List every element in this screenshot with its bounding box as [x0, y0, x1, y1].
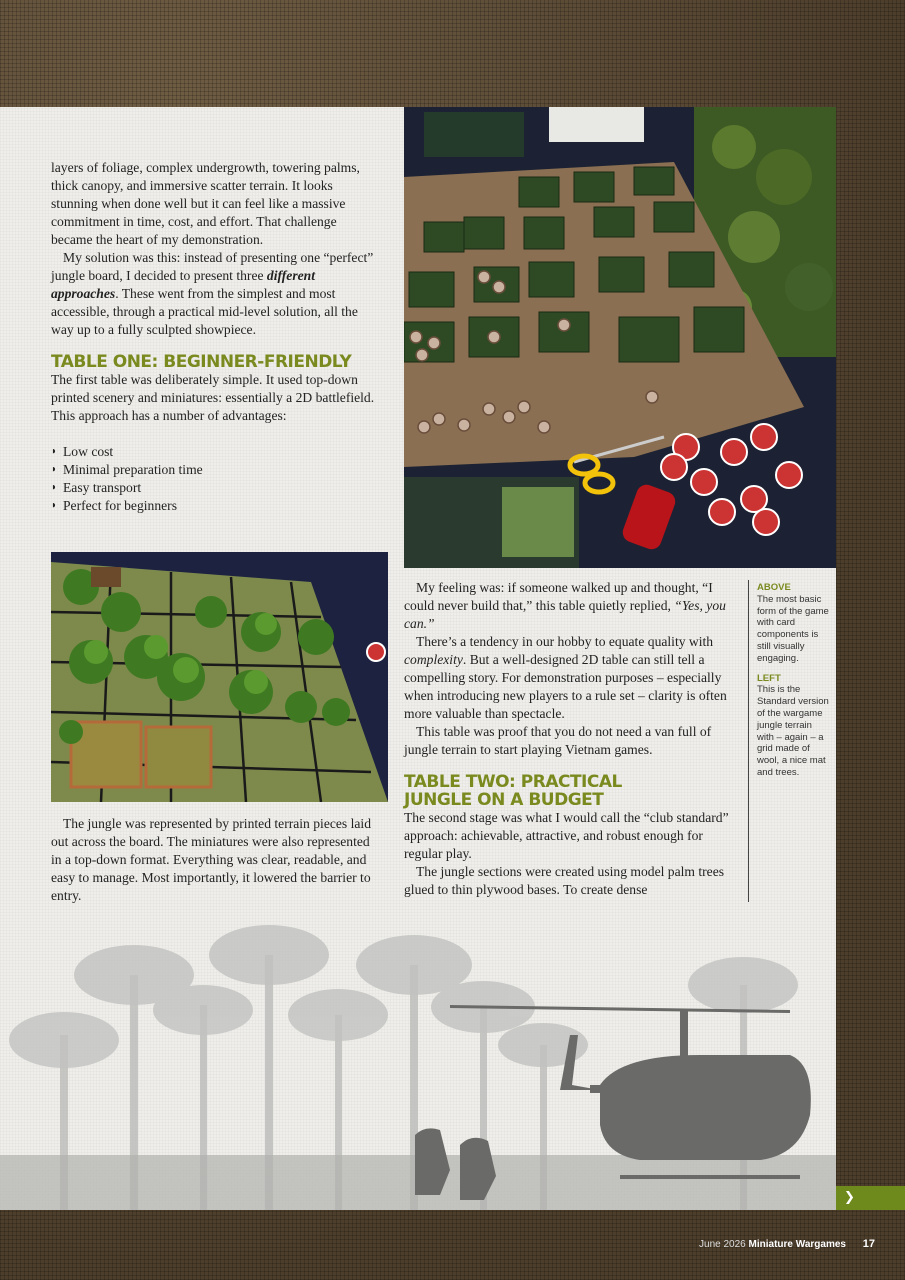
heading-table-one: TABLE ONE: BEGINNER-FRIENDLY	[51, 352, 352, 372]
list-item: ◗ Low cost	[51, 443, 381, 461]
caption-divider	[748, 580, 749, 902]
paragraph: My feeling was: if someone walked up and thought, “I could never build that,” this table quietly replied, “Yes, you can.”	[404, 580, 726, 631]
next-page-arrow[interactable]: ❯	[836, 1186, 905, 1210]
column-1-top	[51, 159, 381, 515]
paragraph: layers of foliage, complex undergrowth, towering palms, thick canopy, and immersive scatter terrain. It looks stunning when done well but it can feel like a massive commitment in time, cost, and effort. That challenge became the heart of my demonstration.	[51, 160, 360, 247]
advantages-list	[51, 443, 381, 515]
jungle-silhouette-illustration	[0, 915, 836, 1210]
list-item: ◗ Perfect for beginners	[51, 497, 381, 515]
footer-magazine: Miniature Wargames	[748, 1239, 846, 1250]
caption-left: LEFT This is the Standard version of the wargame jungle terrain with – again – a grid made of wool, a nice mat and trees.	[757, 672, 829, 778]
paragraph: This table was proof that you do not need a van full of jungle terrain to start playing Vietnam games.	[404, 724, 712, 757]
list-item: ◗ Easy transport	[51, 479, 381, 497]
paragraph: The jungle sections were created using model palm trees glued to thin plywood bases. To create dense	[404, 864, 725, 897]
paragraph: The first table was deliberately simple. It used top-down printed scenery and miniatures: essentially a 2D battlefield. This approach has a number of advantages:	[51, 372, 375, 423]
captions	[757, 582, 829, 787]
paragraph: My solution was this: instead of presenting one “perfect” jungle board, I decided to present three different approaches. These went from the simplest and most accessible, through a practical mid-level solution, all the way up to a fully sculpted showpiece.	[51, 250, 374, 337]
paragraph: There’s a tendency in our hobby to equate quality with complexity. But a well-designed 2D table can still tell a compelling story. For demonstration purposes – especially when introducing new players to a rule set – clarity is often more valuable than spectacle.	[404, 634, 727, 721]
photo-standard-jungle-table	[51, 552, 388, 802]
paragraph: The jungle was represented by printed terrain pieces laid out across the board. The miniatures were also represented in a top-down format. Everything was clear, readable, and easy to manage. Most importantly, it lowered the barrier to entry.	[51, 816, 372, 903]
footer-date: June 2026	[699, 1239, 746, 1250]
page-number: 17	[862, 1238, 875, 1250]
column-2	[404, 579, 736, 899]
photo-2d-table	[404, 107, 836, 568]
heading-table-two: TABLE TWO: PRACTICAL JUNGLE ON A BUDGET	[404, 772, 622, 810]
column-1-bottom	[51, 815, 383, 905]
caption-above: ABOVE The most basic form of the game with card components is still visually engaging.	[757, 582, 829, 664]
paragraph: The second stage was what I would call the “club standard” approach: achievable, attractive, and robust enough for regular play.	[404, 810, 729, 861]
footer	[699, 1238, 875, 1250]
list-item: ◗ Minimal preparation time	[51, 461, 381, 479]
